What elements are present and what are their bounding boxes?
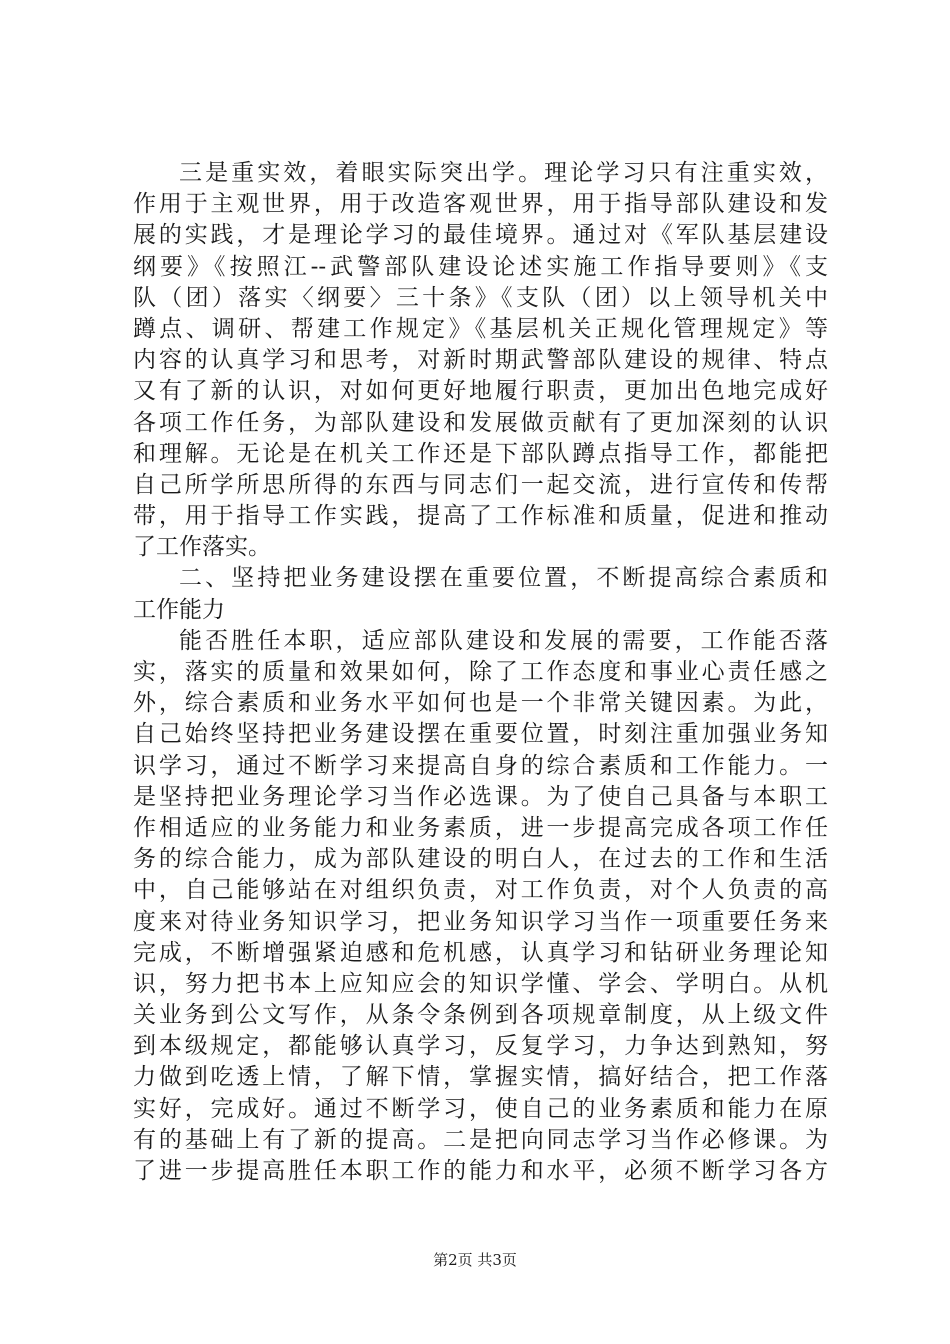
- paragraph-line: 三是重实效，着眼实际突出学。理论学习只有注重实效，: [179, 160, 828, 186]
- paragraph-line: 各项工作任务，为部队建设和发展做贡献有了更加深刻的认识: [133, 409, 828, 436]
- paragraph-line: 带，用于指导工作实践，提高了工作标准和质量，促进和推动: [133, 503, 828, 530]
- paragraph-line: 蹲点、调研、帮建工作规定》《基层机关正规化管理规定》等: [133, 315, 828, 342]
- paragraph-line: 自己始终坚持把业务建设摆在重要位置，时刻注重加强业务知: [133, 721, 828, 748]
- paragraph-line: 和理解。无论是在机关工作还是下部队蹲点指导工作，都能把: [133, 440, 828, 467]
- paragraph-line: 度来对待业务知识学习，把业务知识学习当作一项重要任务来: [133, 908, 828, 935]
- paragraph-line: 是坚持把业务理论学习当作必选课。为了使自己具备与本职工: [133, 783, 828, 810]
- section-heading-line: 二、坚持把业务建设摆在重要位置，不断提高综合素质和: [179, 565, 828, 592]
- paragraph-line: 了工作落实。: [133, 534, 271, 561]
- page-number: 第2页 共3页: [433, 1251, 517, 1269]
- paragraph-line: 外，综合素质和业务水平如何也是一个非常关键因素。为此，: [133, 690, 828, 717]
- paragraph-line: 内容的认真学习和思考，对新时期武警部队建设的规律、特点: [133, 347, 828, 374]
- paragraph-line: 又有了新的认识，对如何更好地履行职责，更加出色地完成好: [133, 378, 828, 405]
- paragraph-line: 力做到吃透上情，了解下情，掌握实情，搞好结合，把工作落: [133, 1064, 828, 1091]
- paragraph-line: 有的基础上有了新的提高。二是把向同志学习当作必修课。为: [133, 1126, 828, 1153]
- paragraph-line: 纲要》《按照江--武警部队建设论述实施工作指导要则》《支: [133, 253, 828, 280]
- paragraph-line: 中，自己能够站在对组织负责，对工作负责，对个人负责的高: [133, 877, 828, 904]
- paragraph-line: 识，努力把书本上应知应会的知识学懂、学会、学明白。从机: [133, 970, 828, 997]
- paragraph-line: 作用于主观世界，用于改造客观世界，用于指导部队建设和发: [133, 191, 828, 218]
- paragraph-line: 关业务到公文写作，从条令条例到各项规章制度，从上级文件: [133, 1002, 828, 1029]
- paragraph-line: 自己所学所思所得的东西与同志们一起交流，进行宣传和传帮: [133, 471, 828, 498]
- document-body: [133, 158, 828, 1187]
- paragraph-line: 到本级规定，都能够认真学习，反复学习，力争达到熟知，努: [133, 1033, 828, 1060]
- paragraph-line: 队（团）落实〈纲要〉三十条》《支队（团）以上领导机关中: [133, 284, 828, 311]
- paragraph-line: 务的综合能力，成为部队建设的明白人，在过去的工作和生活: [133, 846, 828, 873]
- paragraph-line: 作相适应的业务能力和业务素质，进一步提高完成各项工作任: [133, 814, 828, 841]
- paragraph-line: 能否胜任本职，适应部队建设和发展的需要，工作能否落: [179, 627, 828, 654]
- paragraph-line: 完成，不断增强紧迫感和危机感，认真学习和钻研业务理论知: [133, 939, 828, 966]
- paragraph-line: 实，落实的质量和效果如何，除了工作态度和事业心责任感之: [133, 659, 828, 685]
- paragraph-line: 展的实践，才是理论学习的最佳境界。通过对《军队基层建设: [133, 222, 828, 249]
- paragraph-line: 识学习，通过不断学习来提高自身的综合素质和工作能力。一: [133, 752, 828, 779]
- section-heading-line: 工作能力: [133, 596, 225, 623]
- paragraph-line: 实好，完成好。通过不断学习，使自己的业务素质和能力在原: [133, 1095, 828, 1122]
- paragraph-line: 了进一步提高胜任本职工作的能力和水平，必须不断学习各方: [133, 1158, 828, 1184]
